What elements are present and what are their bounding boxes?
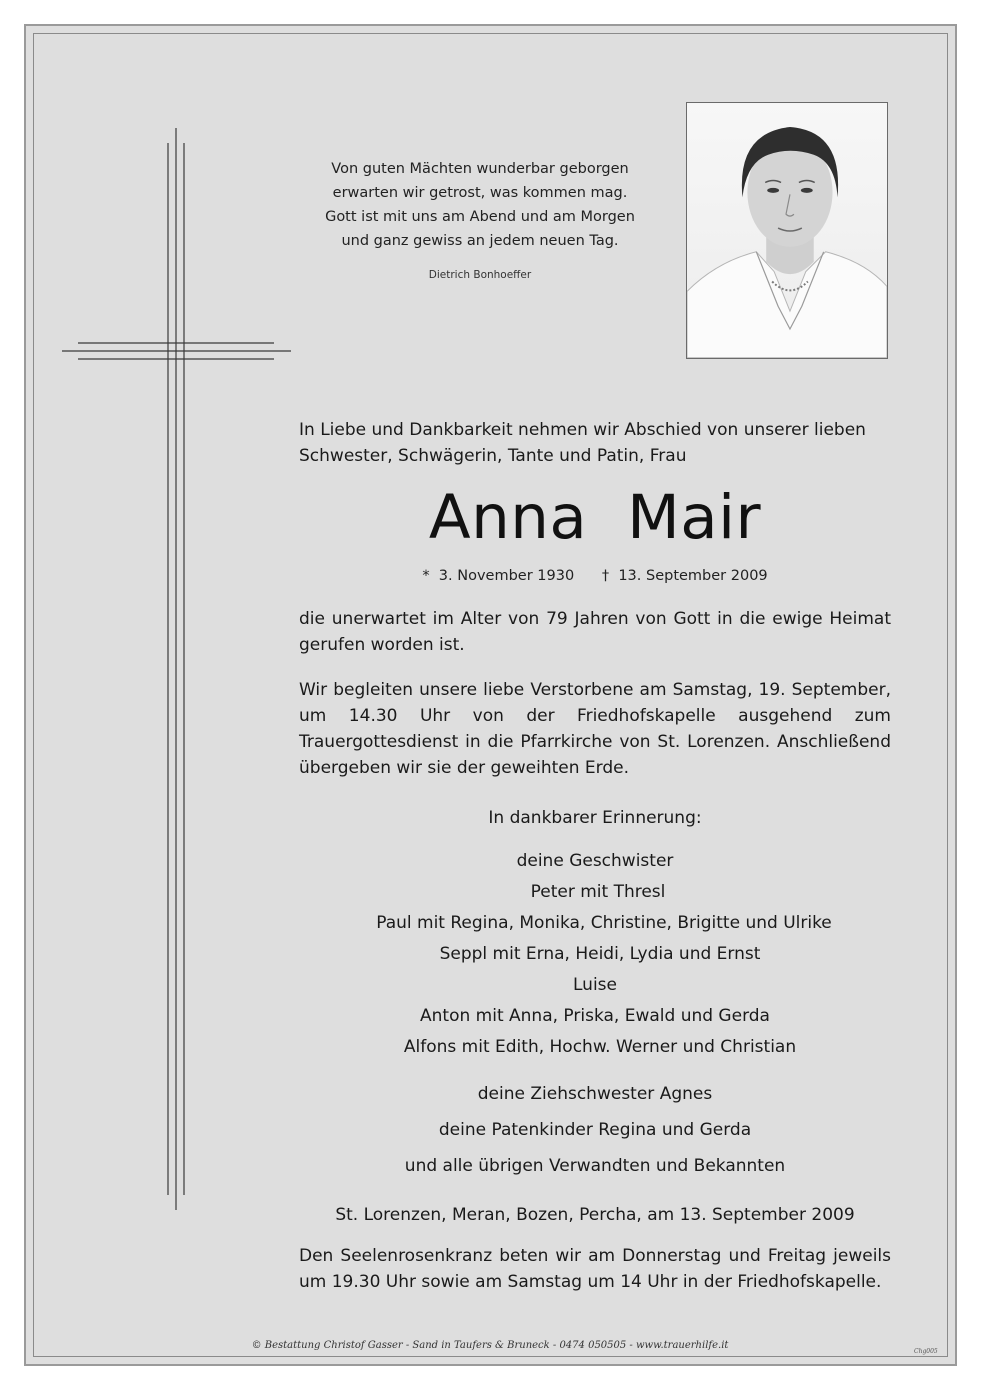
family-list xyxy=(299,846,891,1063)
footer-credit: © Bestattung Christof Gasser - Sand in Taufers & Bruneck - 0474 050505 - www.trauerhilfe.it xyxy=(251,1340,729,1351)
intro-line: In Liebe und Dankbarkeit nehmen wir Abschied von unserer lieben xyxy=(299,420,866,440)
quote-line: Von guten Mächten wunderbar geborgen xyxy=(331,161,629,177)
family-line: Luise xyxy=(573,975,617,995)
portrait-image xyxy=(687,103,887,358)
quote-line: und ganz gewiss an jedem neuen Tag. xyxy=(341,233,619,249)
template-code: Chg005 xyxy=(914,1348,938,1355)
portrait-photo xyxy=(686,102,888,359)
bible-quote xyxy=(280,157,680,253)
death-notice-paragraph: die unerwartet im Alter von 79 Jahren von Gott in die ewige Heimat gerufen worden ist. xyxy=(299,609,891,655)
quote-line: Gott ist mit uns am Abend und am Morgen xyxy=(325,209,635,225)
family-line: Seppl mit Erna, Heidi, Lydia und Ernst xyxy=(439,944,761,964)
family-line: deine Geschwister xyxy=(516,851,674,871)
funeral-paragraph: Wir begleiten unsere liebe Verstorbene am Samstag, 19. September, um 14.30 Uhr von der Friedhofskapelle ausgehend zum Trauergottesdienst in die Pfarrkirche von St. Lorenzen. Anschließend übergeben wir sie der geweihten Erde. xyxy=(299,680,891,778)
other-mourners xyxy=(299,1076,891,1184)
family-line: Anton mit Anna, Priska, Ewald und Gerda xyxy=(420,1006,770,1026)
deceased-name: Anna Mair xyxy=(428,482,762,553)
family-line: Paul mit Regina, Monika, Christine, Brigitte und Ulrike xyxy=(376,913,832,933)
mourner-line: deine Ziehschwester Agnes xyxy=(477,1084,713,1104)
family-line: Alfons mit Edith, Hochw. Werner und Christian xyxy=(403,1037,797,1057)
death-date: † 13. September 2009 xyxy=(601,568,768,584)
quote-line: erwarten wir getrost, was kommen mag. xyxy=(332,185,628,201)
family-line: Peter mit Thresl xyxy=(530,882,666,902)
birth-date: * 3. November 1930 xyxy=(422,568,575,584)
mourner-line: und alle übrigen Verwandten und Bekannten xyxy=(404,1156,786,1176)
mourner-line: deine Patenkinder Regina und Gerda xyxy=(438,1120,752,1140)
quote-author: Dietrich Bonhoeffer xyxy=(428,269,532,281)
intro-text xyxy=(299,417,891,469)
mourners-heading: In dankbarer Erinnerung: xyxy=(488,808,702,828)
place-and-date: St. Lorenzen, Meran, Bozen, Percha, am 13. September 2009 xyxy=(335,1205,855,1225)
rosary-notice: Den Seelenrosenkranz beten wir am Donnerstag und Freitag jeweils um 19.30 Uhr sowie am Samstag um 14 Uhr in der Friedhofskapelle. xyxy=(299,1246,891,1292)
life-dates xyxy=(299,565,891,587)
intro-line: Schwester, Schwägerin, Tante und Patin, Frau xyxy=(299,446,687,466)
